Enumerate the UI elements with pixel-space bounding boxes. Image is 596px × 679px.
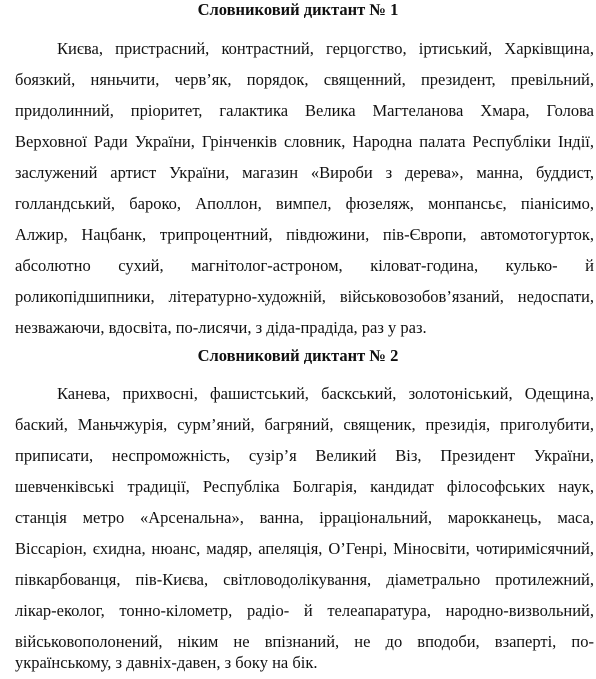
section-1-line: боязкий, няньчити, черв’як, порядок, священний, президент, превільний, [15, 70, 594, 89]
section-2-line: станція метро «Арсенальна», ванна, ірраціональний, марокканець, маса, [15, 508, 594, 527]
section-1-line: придолинний, пріоритет, галактика Велика Магтеланова Хмара, Голова [15, 101, 594, 120]
section-2-line: військовополонений, ніким не впізнаний, не до вподоби, взаперті, по- [15, 632, 594, 651]
section-1-line: заслужений артист України, магазин «Вироби з дерева», манна, буддист, [15, 163, 594, 182]
section-1-line: роликопідшипники, літературно-художній, військовозобов’язаний, недоспати, [15, 287, 594, 306]
section-2-line: півкарбованця, пів-Києва, світловодолікування, діаметрально протилежний, [15, 570, 594, 589]
section-2-line: лікар-еколог, тонно-кілометр, радіо- й телеапаратура, народно-визвольний, [15, 601, 594, 620]
section-2-line: Віссаріон, єхидна, нюанс, мадяр, апеляція, О’Генрі, Міносвіти, чотиримісячний, [15, 539, 594, 558]
section-2-line: Канева, прихвосні, фашистський, баскський, золотоніський, Одещина, [57, 384, 594, 403]
section-1-line: Києва, пристрасний, контрастний, герцогство, іртиський, Харківщина, [57, 39, 594, 58]
section-2-title: Словниковий диктант № 2 [197, 346, 399, 365]
section-2-line: українському, з давніх-давен, з боку на бік. [15, 653, 318, 672]
section-1-line: абсолютно сухий, магнітолог-астроном, кіловат-година, кулько- й [15, 256, 594, 275]
section-1-line: незважаючи, вдосвіта, по-лисячи, з діда-прадіда, раз у раз. [15, 318, 427, 337]
section-2-line: приписати, неспроможність, сузір’я Великий Віз, Президент України, [15, 446, 594, 465]
section-1-line: голландський, бароко, Аполлон, вимпел, фюзеляж, монпансьє, піанісимо, [15, 194, 594, 213]
section-1-title: Словниковий диктант № 1 [197, 0, 399, 19]
section-2-line: шевченківські традиції, Республіка Болгарія, кандидат філософських наук, [15, 477, 594, 496]
section-2-line: баский, Маньчжурія, сурм’яний, багряний, священик, президія, приголубити, [15, 415, 594, 434]
section-1-line: Верховної Ради України, Грінченків словник, Народна палата Республіки Індії, [15, 132, 594, 151]
section-1-line: Алжир, Нацбанк, трипроцентний, півдюжини, пів-Європи, автомотогурток, [15, 225, 594, 244]
